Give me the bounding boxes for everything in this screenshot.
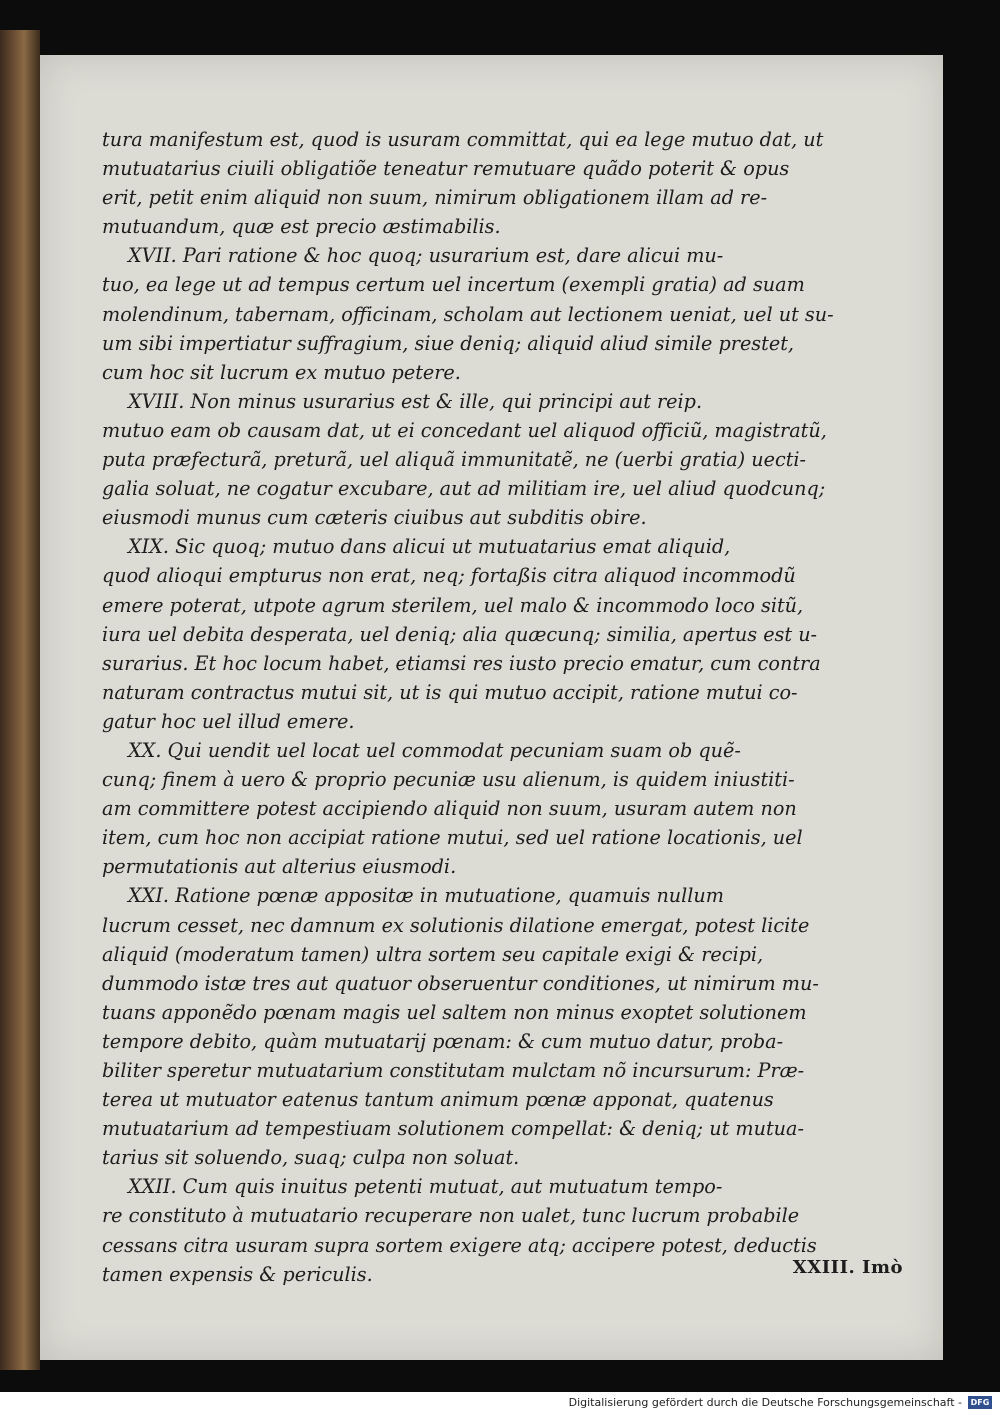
text-line: mutuandum, quæ est precio æstimabilis. — [102, 215, 501, 239]
text-line: mutuo eam ob causam dat, ut ei concedant uel aliquod officiũ, magistratũ, — [102, 418, 827, 442]
text-line: am committere potest accipiendo aliquid non suum, usuram autem non — [102, 797, 797, 821]
text-line: tura manifestum est, quod is usuram committat, qui ea lege mutuo dat, ut — [102, 128, 824, 151]
text-line: mutuatarius ciuili obligatiõe teneatur remutuare quãdo poterit & opus — [102, 157, 790, 181]
text-line: dummodo istæ tres aut quatuor obseruentur conditiones, ut nimirum mu- — [102, 971, 819, 995]
footer-bar — [0, 1392, 1000, 1415]
text-line: item, cum hoc non accipiat ratione mutui, sed uel ratione locationis, uel — [102, 826, 803, 850]
funding-notice: Digitalisierung gefördert durch die Deutsche Forschungsgemeinschaft - — [568, 1396, 962, 1409]
text-line: tempore debito, quàm mutuatarij pœnam: & cum mutuo datur, proba- — [102, 1029, 784, 1053]
text-line: galia soluat, ne cogatur excubare, aut ad militiam ire, uel aliud quodcunq; — [102, 477, 826, 501]
text-line: tamen expensis & periculis. — [102, 1262, 373, 1286]
text-line: re constituto à mutuatario recuperare non ualet, tunc lucrum probabile — [102, 1204, 800, 1228]
text-line: molendinum, tabernam, officinam, scholam aut lectionem ueniat, uel ut su- — [102, 302, 834, 326]
text-line: cunq; finem à uero & proprio pecuniæ usu alienum, is quidem iniustiti- — [102, 768, 795, 792]
section-heading-line: XXII. Cum quis inuitus petenti mutuat, aut mutuatum tempo- — [128, 1175, 723, 1199]
text-line: puta præfecturã, preturã, uel aliquã immunitatẽ, ne (uerbi gratia) uecti- — [102, 448, 807, 472]
text-line: um sibi impertiatur suffragium, siue deniq; aliquid aliud simile prestet, — [102, 331, 795, 355]
section-heading-line: XIX. Sic quoq; mutuo dans alicui ut mutuatarius emat aliquid, — [128, 535, 731, 559]
catchword: XXIII. Imò — [792, 1257, 903, 1278]
dfg-logo-icon: DFG — [968, 1396, 992, 1409]
text-line: quod alioqui empturus non erat, neq; fortaßis citra aliquod incommodũ — [102, 564, 796, 588]
text-line: cessans citra usuram supra sortem exigere atq; accipere potest, deductis — [102, 1233, 817, 1257]
text-line: tuans apponẽdo pœnam magis uel saltem non minus exoptet solutionem — [102, 1000, 807, 1024]
text-line: permutationis aut alterius eiusmodi. — [102, 855, 457, 879]
text-line: aliquid (moderatum tamen) ultra sortem seu capitale exigi & recipi, — [102, 942, 764, 966]
text-line: erit, petit enim aliquid non suum, nimirum obligationem illam ad re- — [102, 186, 768, 210]
body-text — [102, 125, 834, 1289]
text-line: biliter speretur mutuatarium constitutam mulctam nõ incursurum: Præ- — [102, 1059, 805, 1082]
section-heading-line: XXI. Ratione pœnæ appositæ in mutuatione, quamuis nullum — [128, 884, 724, 908]
text-line: eiusmodi munus cum cæteris ciuibus aut subditis obire. — [102, 506, 647, 530]
text-line: tuo, ea lege ut ad tempus certum uel incertum (exempli gratia) ad suam — [102, 273, 805, 297]
text-line: surarius. Et hoc locum habet, etiamsi res iusto precio ematur, cum contra — [102, 651, 821, 675]
text-line: terea ut mutuator eatenus tantum animum pœnæ apponat, quatenus — [102, 1088, 774, 1112]
text-line: lucrum cesset, nec damnum ex solutionis dilatione emergat, potest licite — [102, 913, 810, 937]
text-line: gatur hoc uel illud emere. — [102, 709, 355, 733]
section-heading-line: XX. Qui uendit uel locat uel commodat pecuniam suam ob quẽ- — [128, 738, 741, 762]
text-line: iura uel debita desperata, uel deniq; alia quæcunq; similia, apertus est u- — [102, 622, 818, 646]
text-line: mutuatarium ad tempestiuam solutionem compellat: & deniq; ut mutua- — [102, 1117, 804, 1141]
section-heading-line: XVII. Pari ratione & hoc quoq; usurarium est, dare alicui mu- — [128, 244, 724, 268]
text-line: naturam contractus mutui sit, ut is qui mutuo accipit, ratione mutui co- — [102, 680, 798, 704]
section-heading-line: XVIII. Non minus usurarius est & ille, qui principi aut reip. — [128, 389, 703, 413]
text-line: emere poterat, utpote agrum sterilem, uel malo & incommodo loco sitũ, — [102, 593, 804, 617]
text-line: cum hoc sit lucrum ex mutuo petere. — [102, 360, 461, 384]
book-binding-edge — [0, 30, 40, 1370]
text-line: tarius sit soluendo, suaq; culpa non soluat. — [102, 1146, 520, 1170]
page-sheet — [40, 55, 943, 1360]
